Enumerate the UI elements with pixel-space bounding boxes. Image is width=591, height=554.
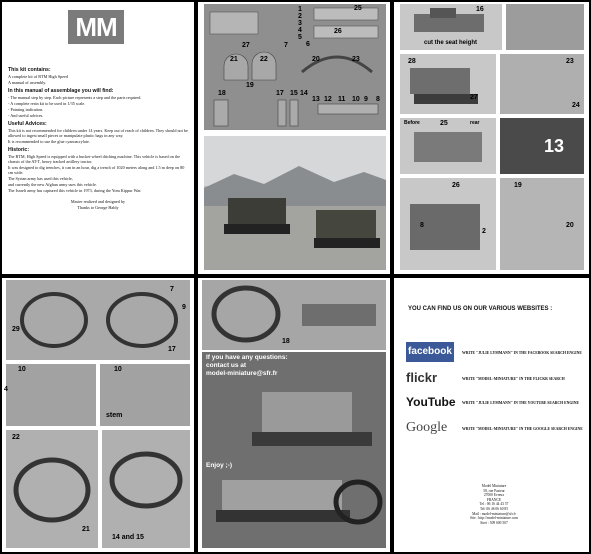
wheel-drawing-5 <box>102 430 190 548</box>
wheel-photo-5 <box>102 430 190 548</box>
step-label: 9 <box>182 304 186 311</box>
step-label: 2 <box>482 228 486 235</box>
frame-photo <box>500 54 584 114</box>
part-label: 22 <box>260 56 268 63</box>
detail-photo <box>500 118 584 174</box>
site-desc: WRITE "JULIE LYMMANN" IN THE FACEBOOK SEARCH ENGINE <box>462 351 582 355</box>
part-label: 8 <box>376 96 380 103</box>
history-line: The Israeli army has captured this vehicle in 1973, during the Yom Kippur War. <box>8 188 142 193</box>
assembled-photo <box>202 352 386 548</box>
ladder-photo <box>500 178 584 270</box>
body-photo <box>400 118 496 174</box>
parts-drawing <box>204 4 386 130</box>
history-line: The BTM, High Speed is equipped with a bucket-wheel ditching machine. This vehicle is based on the chassis of the AT-T, heavy tracked artillery tractor. <box>8 154 181 164</box>
contents-line: A manual of assembly. <box>8 80 47 85</box>
part-label: 10 <box>352 96 360 103</box>
site-desc: WRITE "JULIE LYMMANN" IN THE YOUTUBE SEARCH ENGINE <box>462 401 580 405</box>
seat-photo <box>400 4 502 50</box>
manual-line: - A complete resin kit to be used in 1/35 scale. <box>8 101 86 106</box>
manual-line: - Painting indication. <box>8 107 44 112</box>
history-line: It was designed to dig trenches, it can in an hour, dig a trench of 1020 meters along and 1.5 m deep on 80 cm wide. <box>8 165 185 175</box>
step-label: Before <box>404 120 420 126</box>
part-label: 21 <box>230 56 238 63</box>
history-line: and currently the new Afghan army uses this vehicle. <box>8 182 97 187</box>
step-label: 29 <box>12 326 20 333</box>
page-intro <box>2 2 194 274</box>
vehicle-scene <box>204 136 386 270</box>
history-line: The Syrian army has used this vehicle, <box>8 176 73 181</box>
part-label: 17 <box>276 90 284 97</box>
wheel-photo-4 <box>6 430 98 548</box>
part-label: 18 <box>218 90 226 97</box>
wheel-detail-drawing <box>202 280 386 350</box>
step-label: 4 <box>4 386 8 393</box>
page-steps-1 <box>394 2 589 274</box>
parts-photo <box>204 4 386 130</box>
step-label: 25 <box>440 120 448 127</box>
wheel-photo-1 <box>6 280 190 360</box>
vehicle-photo <box>204 136 386 270</box>
assembled-drawing <box>202 352 386 548</box>
site-google[interactable] <box>406 418 582 440</box>
cab-photo <box>400 54 496 114</box>
hull-drawing <box>400 178 496 270</box>
step-label: 16 <box>476 6 484 13</box>
part-label: 23 <box>352 56 360 63</box>
step-label: 10 <box>18 366 26 373</box>
step-label: 10 <box>114 366 122 373</box>
wheel-detail-photo <box>202 280 386 350</box>
contents-line: A complete kit of BTM High Speed <box>8 74 69 79</box>
websites-title: YOU CAN FIND US ON OUR VARIOUS WEBSITES : <box>408 306 553 312</box>
step-label: 17 <box>168 346 176 353</box>
hull-photo <box>400 178 496 270</box>
step-label: 28 <box>408 58 416 65</box>
step-label: 13 <box>544 136 565 156</box>
part-label: 7 <box>284 42 288 49</box>
part-photo-top <box>506 4 584 50</box>
part-label: 5 <box>298 34 302 41</box>
part-label: 9 <box>364 96 368 103</box>
step-label: 27 <box>470 94 478 101</box>
history-title: Historic: <box>8 147 30 153</box>
part-label: 15 <box>290 90 298 97</box>
site-desc: WRITE "MODEL-MINIATURE" IN THE FLICKR SEARCH <box>462 377 565 381</box>
part-label: 3 <box>298 20 302 27</box>
site-desc: WRITE "MODEL-MINIATURE" IN THE GOOGLE SEARCH ENGINE <box>462 427 583 431</box>
wheel-photo-2 <box>6 364 96 426</box>
part-label: 13 <box>312 96 320 103</box>
stem-label: stem <box>106 412 123 419</box>
step-label: 7 <box>170 286 174 293</box>
step-label: 8 <box>420 222 424 229</box>
step-label: 18 <box>282 338 290 345</box>
part-label: 11 <box>338 96 346 103</box>
step-label: 19 <box>514 182 522 189</box>
site-facebook[interactable] <box>406 342 582 364</box>
step-label: 23 <box>566 58 574 65</box>
advice-line: This kit is not recommended for children under 14 years. Keep out of reach of children. They should not be allowed to ingest small pieces or manipulate plastic bags in any way. <box>8 128 188 138</box>
manual-title: In this manual of assemblage you will find: <box>8 88 114 94</box>
google-icon: Google <box>406 420 448 435</box>
contents-title: This kit contains: <box>8 67 51 73</box>
page-parts <box>198 2 390 274</box>
part-label: 6 <box>306 41 310 48</box>
part-label: 26 <box>334 28 342 35</box>
manual-line: - And useful advices. <box>8 113 44 118</box>
part-label: 4 <box>298 27 302 34</box>
mm-logo: MM <box>68 10 124 44</box>
body-drawing <box>400 118 496 174</box>
step-label: 20 <box>566 222 574 229</box>
intro-text <box>8 64 188 211</box>
part-label: 27 <box>242 42 250 49</box>
credits-line: Master realized and designed by <box>70 199 126 204</box>
step-label: rear <box>470 120 480 126</box>
question-text: If you have any questions: contact us at model-miniature@sfr.fr <box>206 354 288 377</box>
site-youtube[interactable] <box>406 392 582 414</box>
step-label: 22 <box>12 434 20 441</box>
credits-line: Thanks to George Haldy <box>77 205 119 210</box>
part-label: 25 <box>354 5 362 12</box>
part-label: 19 <box>246 82 254 89</box>
flickr-icon: flickr <box>406 370 438 385</box>
part-label: 12 <box>324 96 332 103</box>
part-label: 14 <box>300 90 308 97</box>
step-label: 26 <box>452 182 460 189</box>
part-label: 2 <box>298 13 302 20</box>
advice-line: It is recommended to use the glue cyanoacrylate. <box>8 139 90 144</box>
step-label: 21 <box>82 526 90 533</box>
facebook-icon: facebook <box>406 342 454 362</box>
page-websites <box>394 278 589 552</box>
contact-block: Model Miniature 58, rue Pasteur 27000 Evreux FRANCE Tel : 06 16 44 43 57 Tel: 06 46 06 60 85 Mail : model-miniature@sfr.fr Site : http://model-miniature.com Siret : 509 600 507 <box>469 484 518 525</box>
site-flickr[interactable] <box>406 368 582 390</box>
advice-title: Useful Advices: <box>8 121 47 127</box>
manual-line: - The manual step by step. Each picture represents a step and the parts required. <box>8 95 142 100</box>
part-label: 1 <box>298 6 302 13</box>
enjoy-text: Enjoy ;-) <box>206 462 232 469</box>
page-final <box>198 278 390 552</box>
step-label: 14 and 15 <box>112 534 144 541</box>
wheel-drawing-1 <box>6 280 190 360</box>
page-steps-2 <box>2 278 194 552</box>
cut-caption: cut the seat height <box>424 40 478 46</box>
part-label: 20 <box>312 56 320 63</box>
step-label: 24 <box>572 102 580 109</box>
youtube-icon: YouTube <box>406 395 456 409</box>
